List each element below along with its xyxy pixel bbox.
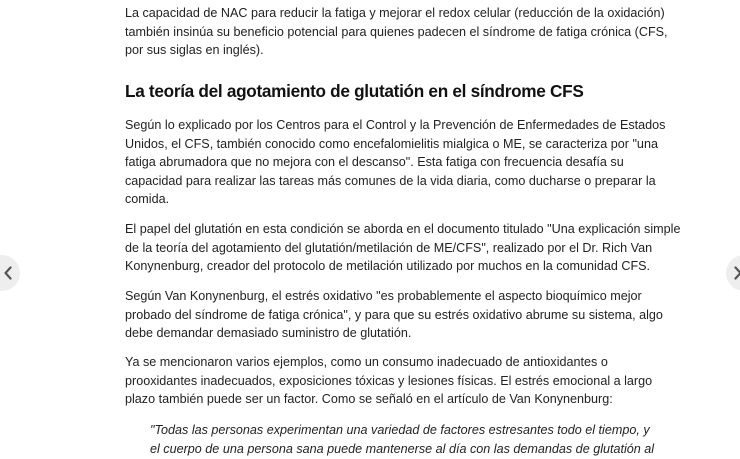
paragraph-3 [125,287,663,343]
text-line: fatiga abrumadora que no mejora con el descanso". Esta fatiga con frecuencia desafía su [125,155,624,170]
text-line: probado del síndrome de fatiga crónica", y para que su estrés oxidativo abrume su sistema, algo [125,307,663,322]
text-line: La capacidad de NAC para reducir la fatiga y mejorar el redox celular (reducción de la oxidación) [125,6,665,20]
text-line: debe demandar demasiado suministro de glutatión. [125,326,412,341]
chevron-left-icon [3,266,13,280]
text-line: Konynenburg, creador del protocolo de metilación utilizado por muchos en la comunidad CFS. [125,259,651,274]
paragraph-2 [125,220,681,276]
text-line: capacidad para realizar las tareas más comunes de la vida diaria, como ducharse o preparar la [125,173,656,188]
blockquote [150,421,654,458]
text-line: Unidos, el CFS, también conocido como encefalomielitis mialgica o ME, se caracteriza por "una [125,136,658,151]
paragraph-4 [125,353,653,409]
section-heading: La teoría del agotamiento de glutatión en el síndrome CFS [125,81,584,101]
text-line: "Todas las personas experimentan una variedad de factores estresantes todo el tiempo, y [150,423,650,437]
text-line: comida. [125,192,170,207]
text-line: El papel del glutatión en esta condición se aborda en el documento titulado "Una explicación simple [125,222,681,236]
text-line: también insinúa su beneficio potencial para quienes padecen el síndrome de fatiga crónica (CFS, [125,24,668,39]
text-line: el cuerpo de una persona sana puede mantenerse al día con las demandas de glutatión al [150,441,655,456]
next-page-button[interactable] [726,255,740,291]
previous-page-button[interactable] [0,255,20,291]
text-line: Según lo explicado por los Centros para el Control y la Prevención de Enfermedades de Estados [125,118,666,132]
paragraph-1 [125,116,666,209]
text-line: prooxidantes inadecuados, exposiciones tóxicas y lesiones físicas. El estrés emocional a largo [125,373,653,388]
text-line: por sus siglas en inglés). [125,43,264,58]
text-line: Según Van Konynenburg, el estrés oxidativo "es probablemente el aspecto bioquímico mejor [125,289,642,303]
chevron-right-icon [733,266,740,280]
text-line: de la teoría del agotamiento del glutatión/metilación de ME/CFS", realizado por el Dr. Rich Van [125,240,653,255]
text-line: plazo también puede ser un factor. Como se señaló en el artículo de Van Konynenburg: [125,392,613,407]
text-line: Ya se mencionaron varios ejemplos, como un consumo inadecuado de antioxidantes o [125,355,608,369]
intro-paragraph [125,4,668,60]
